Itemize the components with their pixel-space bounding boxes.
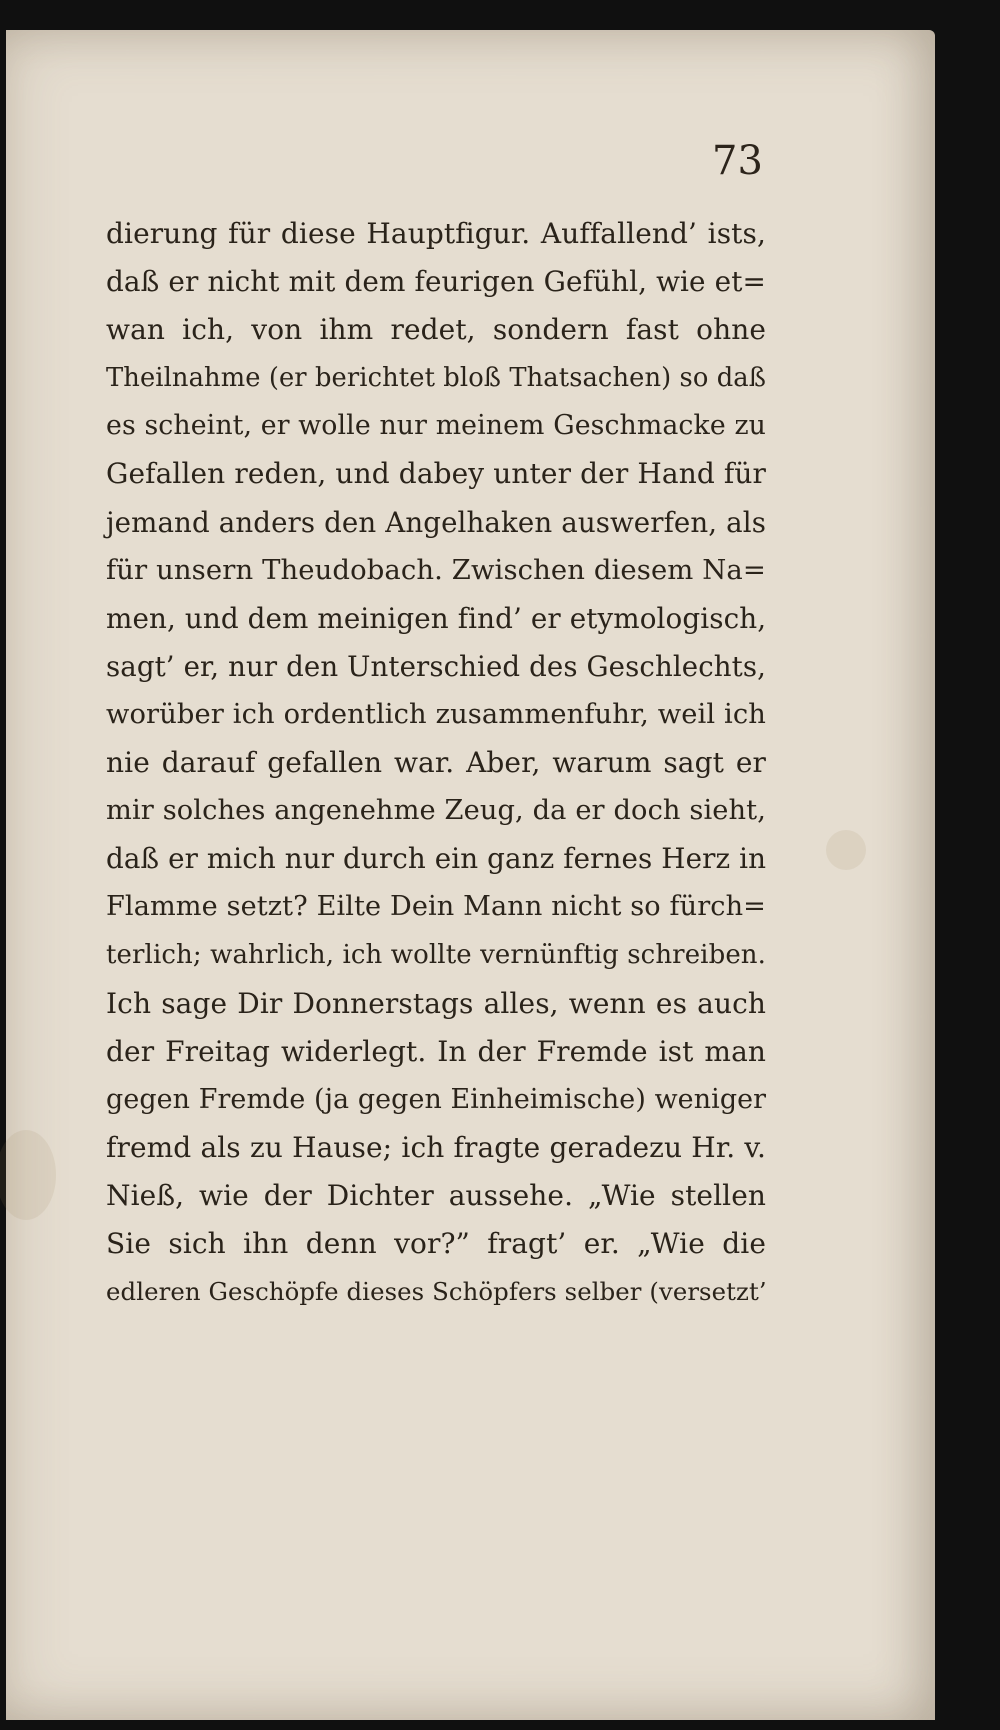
text-line: es scheint, er wolle nur meinem Geschmacke zu <box>106 410 766 442</box>
text-line: Sie sich ihn denn vor?” fragt’ er. „Wie die <box>106 1226 766 1260</box>
text-line: der Freitag widerlegt. In der Fremde ist man <box>106 1034 766 1068</box>
paper-stain <box>826 830 866 870</box>
text-line: dierung für diese Hauptfigur. Auffallend’ ists, <box>106 217 766 250</box>
text-line: nie darauf gefallen war. Aber, warum sagt er <box>106 746 766 780</box>
text-line: mir solches angenehme Zeug, da er doch sieht, <box>106 795 766 827</box>
text-line: Theilnahme (er berichtet bloß Thatsachen) so daß <box>106 363 767 394</box>
text-line: men, und dem meinigen find’ er etymologisch, <box>106 601 767 635</box>
text-line: Ich sage Dir Donnerstags alles, wenn es auch <box>106 986 766 1020</box>
text-line: für unsern Theudobach. Zwischen diesem Na= <box>106 554 766 586</box>
text-line: Gefallen reden, und dabey unter der Hand für <box>106 457 766 491</box>
text-line: worüber ich ordentlich zusammenfuhr, weil ich <box>106 698 766 730</box>
text-line: jemand anders den Angelhaken auswerfen, als <box>106 505 766 539</box>
text-line: Nieß, wie der Dichter aussehe. „Wie stellen <box>106 1178 766 1212</box>
text-line: sagt’ er, nur den Unterschied des Geschlechts, <box>106 649 766 683</box>
text-line: edleren Geschöpfe dieses Schöpfers selber (versetzt’ <box>106 1277 767 1307</box>
text-line: daß er mich nur durch ein ganz fernes Herz in <box>106 842 767 876</box>
text-line: terlich; wahrlich, ich wollte vernünftig schreiben. <box>106 940 766 971</box>
paper-stain <box>0 1130 56 1220</box>
body-text <box>106 210 766 1316</box>
text-line: gegen Fremde (ja gegen Einheimische) weniger <box>106 1083 767 1115</box>
page-number: 73 <box>712 138 763 184</box>
text-line: wan ich, von ihm redet, sondern fast ohne <box>106 313 766 347</box>
text-line: daß er nicht mit dem feurigen Gefühl, wie et= <box>106 265 766 299</box>
text-line: Flamme setzt? Eilte Dein Mann nicht so fürch= <box>106 891 766 923</box>
text-line: fremd als zu Hause; ich fragte geradezu Hr. v. <box>106 1130 766 1164</box>
